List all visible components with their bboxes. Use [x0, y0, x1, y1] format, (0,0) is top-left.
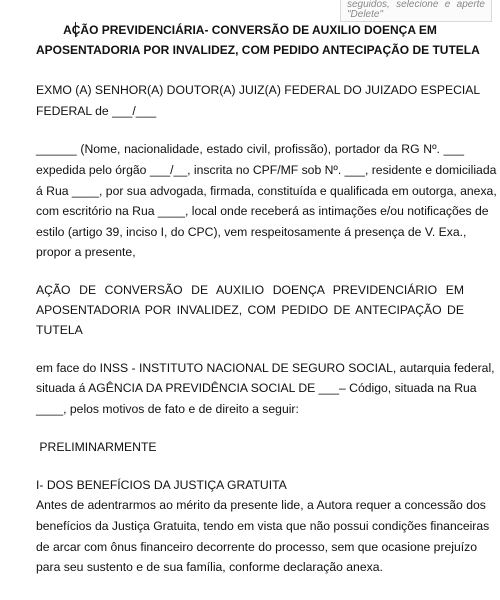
- qualification-line-3: á Rua ____, por sua advogada, firmada, constituída e qualificada em outorga, anexa,: [36, 184, 497, 198]
- qualification-line-6: propor a presente,: [36, 245, 136, 259]
- hint-line-2: "Delete": [347, 9, 384, 20]
- qualification-line-1: ______ (Nome, nacionalidade, estado civil, profissão), portador da RG Nº. ___: [36, 142, 464, 156]
- action-line-3: TUTELA: [36, 323, 83, 337]
- qualification-line-4: com escritório na Rua ____, local onde receberá as intimações e/ou notificações de: [36, 204, 489, 218]
- document-title-line-1: AÇÃO PREVIDENCIÁRIA- CONVERSÃO DE AUXILIO DOENÇA EM: [63, 23, 437, 37]
- instruction-hint-box: [340, 0, 492, 22]
- qualification-line-2: expedida pelo órgão ___/__, inscrita no CPF/MF sob Nº. ___, residente e domiciliada: [36, 163, 497, 177]
- section-1-line-3: de arcar com ônus financeiro decorrente do processo, sem que ocasione prejuízo: [36, 540, 478, 554]
- court-address-line-2: FEDERAL de ___/___: [36, 104, 157, 118]
- action-line-2: APOSENTADORIA POR INVALIDEZ, COM PEDIDO DE ANTECIPAÇÃO DE: [36, 303, 464, 317]
- section-1-heading: I- DOS BENEFÍCIOS DA JUSTIÇA GRATUITA: [36, 478, 287, 492]
- action-line-1: AÇÃO DE CONVERSÃO DE AUXILIO DOENÇA PREVIDENCIÁRIO EM: [36, 283, 464, 297]
- section-1-line-4: para seu sustento e de sua família, conforme declaração anexa.: [36, 560, 383, 574]
- qualification-line-5: estilo (artigo 39, inciso I, do CPC), vem respeitosamente á presença de V. Exa.,: [36, 225, 467, 239]
- defendant-line-1: em face do INSS - INSTITUTO NACIONAL DE SEGURO SOCIAL, autarquia federal,: [36, 361, 495, 375]
- defendant-line-2: situada á AGÊNCIA DA PREVIDÊNCIA SOCIAL DE ___– Código, situada na Rua: [36, 381, 477, 395]
- document-title-line-2: APOSENTADORIA POR INVALIDEZ, COM PEDIDO ANTECIPAÇÃO DE TUTELA: [36, 43, 480, 57]
- section-1-line-2: benefícios da Justiça Gratuita, tendo em vista que não possui condições financeiras: [36, 519, 490, 533]
- section-1-line-1: Antes de adentrarmos ao mérito da presente lide, a Autora requer a concessão dos: [36, 498, 486, 512]
- preliminary-heading: PRELIMINARMENTE: [36, 440, 157, 454]
- defendant-line-3: ____, pelos motivos de fato e de direito a seguir:: [36, 402, 299, 416]
- hint-line-1: seguidos, selecione e aperte: [347, 0, 485, 10]
- court-address-line-1: EXMO (A) SENHOR(A) DOUTOR(A) JUIZ(A) FEDERAL DO JUIZADO ESPECIAL: [36, 83, 481, 97]
